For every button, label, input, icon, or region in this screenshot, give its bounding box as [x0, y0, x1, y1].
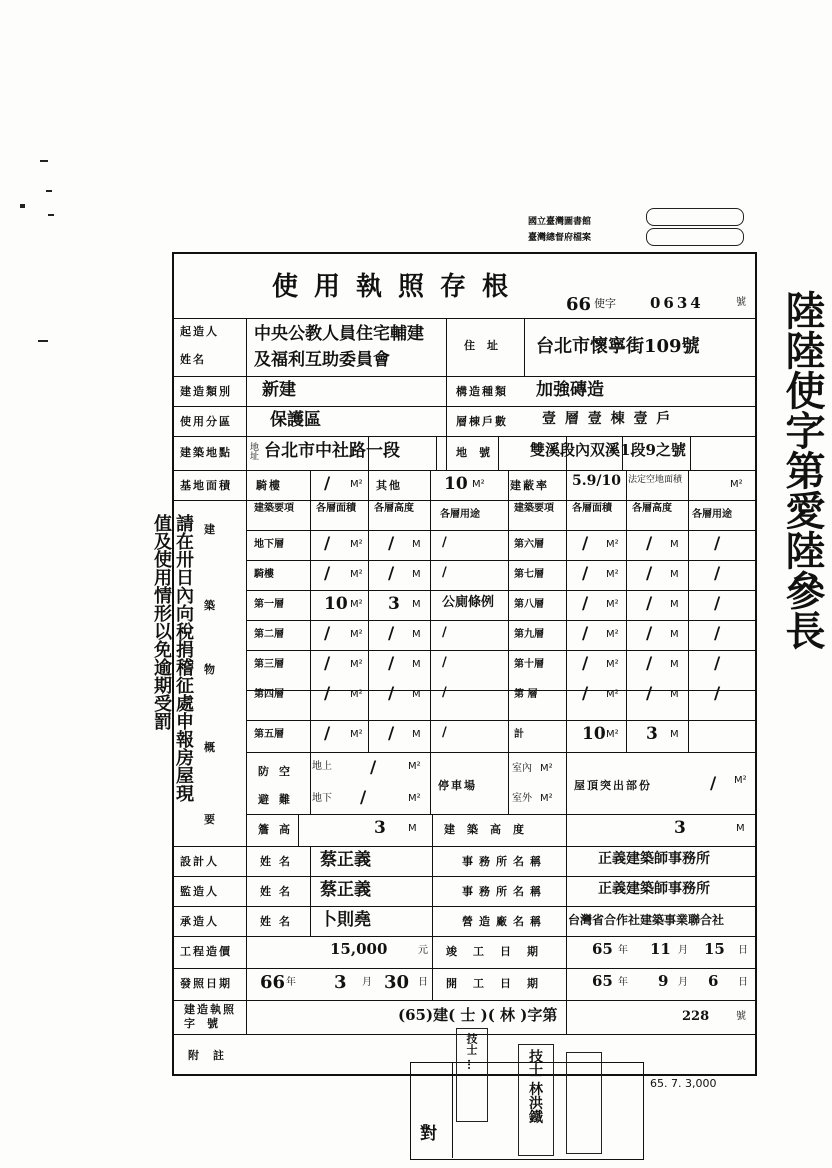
- floor-use: 公廁條例: [442, 595, 495, 610]
- site-label: 建築地點: [180, 446, 232, 459]
- floor-area: 10: [582, 724, 606, 744]
- floor-use: /: [442, 725, 447, 740]
- floor-height: /: [388, 684, 395, 704]
- completion-label: 竣工日期: [446, 945, 554, 958]
- building-height-label: 建築高度: [444, 823, 536, 836]
- start-date-label: 開工日期: [446, 977, 554, 990]
- lot-label: 地號: [456, 446, 502, 459]
- floor-area: 10: [324, 594, 348, 614]
- floor-use: /: [714, 684, 721, 704]
- left-tax-note: 請在卅日內向稅捐稽征處申報房屋現值及使用情形以免逾期受罰: [151, 514, 194, 802]
- eave-value: 3: [374, 818, 386, 838]
- builder-value-1: 中央公教人員住宅輔建: [254, 324, 424, 344]
- below-value: /: [360, 788, 367, 808]
- floor-height: /: [646, 594, 653, 614]
- arcade-value: /: [324, 474, 331, 494]
- floor-name: 第三層: [254, 659, 284, 670]
- margin-mark: [48, 214, 54, 216]
- completion-month: 11: [650, 940, 671, 958]
- inspector-stamp-1: 技士 …: [456, 1028, 488, 1122]
- cost-value: 15,000: [330, 940, 388, 958]
- building-height-value: 3: [674, 818, 686, 838]
- site-address-value: 台北市中社路一段: [264, 441, 400, 461]
- floor-height-unit: M: [412, 659, 421, 670]
- floor-height-unit: M: [670, 729, 679, 740]
- floor-height: /: [388, 724, 395, 744]
- margin-mark: [40, 160, 48, 162]
- floor-name: 第九層: [514, 629, 544, 640]
- floor-height-unit: M: [670, 599, 679, 610]
- floor-name: 地下層: [254, 539, 284, 550]
- floor-area-unit: M²: [350, 659, 363, 670]
- floor-height: /: [388, 534, 395, 554]
- section-char: 建: [204, 523, 217, 536]
- floor-use: /: [714, 624, 721, 644]
- eave-unit: M: [408, 823, 417, 834]
- cost-unit: 元: [418, 945, 428, 956]
- shelter-label: 防空: [258, 765, 300, 778]
- floor-use: /: [714, 594, 721, 614]
- floor-area: /: [324, 684, 331, 704]
- completion-day: 15: [704, 940, 725, 958]
- floor-height: /: [646, 654, 653, 674]
- license-suffix: 號: [736, 297, 746, 308]
- supervisor-label: 監造人: [180, 885, 219, 898]
- supervisor-office-label: 事務所名稱: [462, 885, 547, 898]
- note-label: 附註: [188, 1049, 238, 1062]
- start-month: 9: [658, 972, 669, 990]
- floor-height: 3: [646, 724, 658, 744]
- floor-name: 騎樓: [254, 569, 274, 580]
- building-height-unit: M: [736, 823, 745, 834]
- floor-height-unit: M: [412, 569, 421, 580]
- zone-value: 保護區: [270, 410, 321, 430]
- legal-open-label: 法定空地面積: [628, 475, 683, 485]
- issue-year: 66: [260, 972, 286, 993]
- archive-stamp-line-1: 國立臺灣圖書館: [528, 217, 592, 227]
- floor-area: /: [582, 594, 589, 614]
- floor-name: 第十層: [514, 659, 544, 670]
- contractor-office: 台灣省合作社建築事業聯合社: [568, 913, 725, 927]
- issue-day-unit: 日: [418, 977, 428, 988]
- structure-value: 加強磚造: [536, 380, 604, 400]
- builder-name-label: 姓名: [180, 353, 206, 366]
- build-type-value: 新建: [262, 380, 296, 400]
- floor-use: /: [714, 534, 721, 554]
- designer-label: 設計人: [180, 855, 219, 868]
- floor-height-unit: M: [670, 689, 679, 700]
- completion-year-unit: 年: [618, 945, 628, 956]
- floor-use: /: [714, 654, 721, 674]
- outdoor-label: 室外: [512, 793, 532, 804]
- col-header-part: 建築要項: [254, 503, 294, 514]
- other-unit: M²: [472, 479, 485, 490]
- right-edge-stamp: 陸陸使字第愛陸參長: [779, 290, 826, 650]
- completion-day-unit: 日: [738, 945, 748, 956]
- supervisor-name-label: 姓名: [260, 885, 298, 898]
- floor-area: /: [324, 654, 331, 674]
- contractor-label: 承造人: [180, 915, 219, 928]
- floor-area-unit: M²: [606, 729, 619, 740]
- zone-label: 使用分區: [180, 415, 232, 428]
- below-label: 地下: [312, 793, 332, 804]
- license-prefix: 使字: [594, 297, 616, 310]
- floor-use: /: [442, 625, 447, 640]
- license-year: 66: [566, 294, 592, 315]
- archive-stamp-line-2: 臺灣總督府檔案: [528, 233, 592, 243]
- floor-area-unit: M²: [606, 689, 619, 700]
- arcade-unit: M²: [350, 479, 363, 490]
- floor-name: 計: [514, 729, 524, 740]
- designer-name-label: 姓名: [260, 855, 298, 868]
- floor-height-unit: M: [412, 539, 421, 550]
- permit-label-2: 字號: [184, 1017, 230, 1030]
- roof-unit: M²: [734, 775, 747, 786]
- inspector-stamp-2: 技士 林洪鐵: [518, 1044, 554, 1156]
- legal-open-unit: M²: [730, 479, 743, 490]
- contractor-name: 卜則堯: [320, 910, 371, 930]
- start-day: 6: [708, 972, 719, 990]
- floor-name: 第四層: [254, 689, 284, 700]
- builder-label: 起造人: [180, 325, 219, 338]
- floor-use: /: [442, 565, 447, 580]
- permit-number: 228: [682, 1009, 710, 1024]
- arcade-label: 騎樓: [256, 479, 282, 492]
- coverage-value: 5.9/10: [572, 473, 621, 489]
- floor-area: /: [324, 564, 331, 584]
- start-year-unit: 年: [618, 977, 628, 988]
- floor-area-unit: M²: [606, 629, 619, 640]
- archive-seal-1: [646, 208, 744, 226]
- below-unit: M²: [408, 793, 421, 804]
- floor-area: /: [582, 624, 589, 644]
- floor-area-unit: M²: [350, 729, 363, 740]
- col-header-height-2: 各層高度: [632, 503, 672, 514]
- floor-use: /: [714, 564, 721, 584]
- floor-height: /: [646, 624, 653, 644]
- other-value: 10: [444, 474, 468, 494]
- issue-date-label: 發照日期: [180, 977, 232, 990]
- cost-label: 工程造價: [180, 945, 232, 958]
- floor-height-unit: M: [670, 539, 679, 550]
- floor-area-unit: M²: [606, 599, 619, 610]
- floor-height: 3: [388, 594, 400, 614]
- designer-office: 正義建築師事務所: [598, 851, 710, 867]
- floor-use: /: [442, 685, 447, 700]
- floor-area-unit: M²: [350, 599, 363, 610]
- floor-height-unit: M: [412, 729, 421, 740]
- issue-year-unit: 年: [286, 977, 296, 988]
- outdoor-unit: M²: [540, 793, 553, 804]
- floor-name: 第七層: [514, 569, 544, 580]
- start-year: 65: [592, 972, 613, 990]
- floor-height: /: [646, 564, 653, 584]
- floor-height-unit: M: [412, 629, 421, 640]
- floor-area: /: [324, 624, 331, 644]
- floor-area: /: [582, 684, 589, 704]
- parking-label: 停車場: [438, 779, 477, 792]
- floor-name: 第 層: [514, 689, 538, 700]
- roof-value: /: [710, 774, 717, 794]
- print-info: 65. 7. 3,000: [650, 1077, 717, 1090]
- floor-height: /: [646, 534, 653, 554]
- supervisor-office: 正義建築師事務所: [598, 881, 710, 897]
- permit-suffix: 號: [736, 1011, 746, 1022]
- floor-name: 第六層: [514, 539, 544, 550]
- section-char: 物: [204, 663, 217, 676]
- floor-area-unit: M²: [350, 539, 363, 550]
- completion-month-unit: 月: [678, 945, 688, 956]
- floor-area: /: [582, 654, 589, 674]
- builder-value-2: 及福利互助委員會: [254, 350, 390, 370]
- contractor-name-label: 姓名: [260, 915, 298, 928]
- section-char: 概: [204, 741, 217, 754]
- build-type-label: 建造類別: [180, 385, 232, 398]
- designer-name: 蔡正義: [320, 850, 371, 870]
- floor-name: 第二層: [254, 629, 284, 640]
- floor-area-unit: M²: [350, 689, 363, 700]
- supervisor-name: 蔡正義: [320, 880, 371, 900]
- address-value: 台北市懷寧街109號: [536, 336, 700, 357]
- floor-area: /: [324, 534, 331, 554]
- floor-area-unit: M²: [350, 569, 363, 580]
- above-unit: M²: [408, 761, 421, 772]
- floor-height-unit: M: [412, 599, 421, 610]
- evacuation-label: 避難: [258, 793, 300, 806]
- issue-month: 3: [334, 972, 347, 993]
- section-char: 築: [204, 599, 217, 612]
- floor-area-unit: M²: [606, 539, 619, 550]
- margin-mark: [46, 190, 52, 192]
- above-value: /: [370, 758, 377, 778]
- floor-area-unit: M²: [350, 629, 363, 640]
- col-header-area-2: 各層面積: [572, 503, 612, 514]
- section-char: 要: [204, 813, 217, 826]
- floor-name: 第五層: [254, 729, 284, 740]
- page-title: 使用執照存根: [272, 272, 525, 302]
- floor-height-unit: M: [670, 629, 679, 640]
- units-label: 層棟戶數: [456, 415, 508, 428]
- designer-office-label: 事務所名稱: [462, 855, 547, 868]
- coverage-label: 建蔽率: [510, 479, 549, 492]
- check-char: 對: [420, 1124, 437, 1144]
- floor-area: /: [582, 564, 589, 584]
- margin-mark: [38, 340, 48, 342]
- permit-label-1: 建造執照: [184, 1003, 236, 1016]
- floor-height: /: [388, 654, 395, 674]
- floor-use: /: [442, 655, 447, 670]
- license-number: 0634: [650, 294, 704, 312]
- floor-area-unit: M²: [606, 659, 619, 670]
- contractor-office-label: 營造廠名稱: [462, 915, 547, 928]
- col-header-part-2: 建築要項: [514, 503, 554, 514]
- floor-height-unit: M: [670, 569, 679, 580]
- eave-label: 簷高: [258, 823, 300, 836]
- archive-seal-2: [646, 228, 744, 246]
- floor-height: /: [388, 564, 395, 584]
- issue-month-unit: 月: [362, 977, 372, 988]
- floor-height-unit: M: [412, 689, 421, 700]
- permit-value: (65)建( 士 )( 林 )字第: [398, 1006, 558, 1024]
- address-label: 住址: [464, 339, 510, 352]
- indoor-label: 室內: [512, 763, 532, 774]
- usage-license-stub-form: [172, 252, 757, 1076]
- col-header-height: 各層高度: [374, 503, 414, 514]
- structure-label: 構造種類: [456, 385, 508, 398]
- site-area-label: 基地面積: [180, 479, 232, 492]
- floor-name: 第一層: [254, 599, 284, 610]
- col-header-use-2: 各層用途: [692, 509, 732, 520]
- floor-area-unit: M²: [606, 569, 619, 580]
- floor-name: 第八層: [514, 599, 544, 610]
- col-header-use: 各層用途: [440, 509, 480, 520]
- floor-height: /: [646, 684, 653, 704]
- floor-use: /: [442, 535, 447, 550]
- completion-year: 65: [592, 940, 613, 958]
- col-header-area: 各層面積: [316, 503, 356, 514]
- floor-area: /: [324, 724, 331, 744]
- above-label: 地上: [312, 761, 332, 772]
- units-value: 壹 層 壹 棟 壹 戶: [542, 411, 673, 427]
- floor-area: /: [582, 534, 589, 554]
- site-address-small: 地址: [248, 442, 258, 460]
- issue-day: 30: [384, 972, 410, 993]
- roof-label: 屋頂突出部份: [574, 779, 652, 792]
- indoor-unit: M²: [540, 763, 553, 774]
- lot-value: 雙溪段內双溪1段9之號: [530, 441, 686, 459]
- floor-height: /: [388, 624, 395, 644]
- start-month-unit: 月: [678, 977, 688, 988]
- other-label: 其他: [376, 479, 402, 492]
- inspector-stamp-3: [566, 1052, 602, 1154]
- start-day-unit: 日: [738, 977, 748, 988]
- floor-height-unit: M: [670, 659, 679, 670]
- margin-mark: [20, 204, 25, 208]
